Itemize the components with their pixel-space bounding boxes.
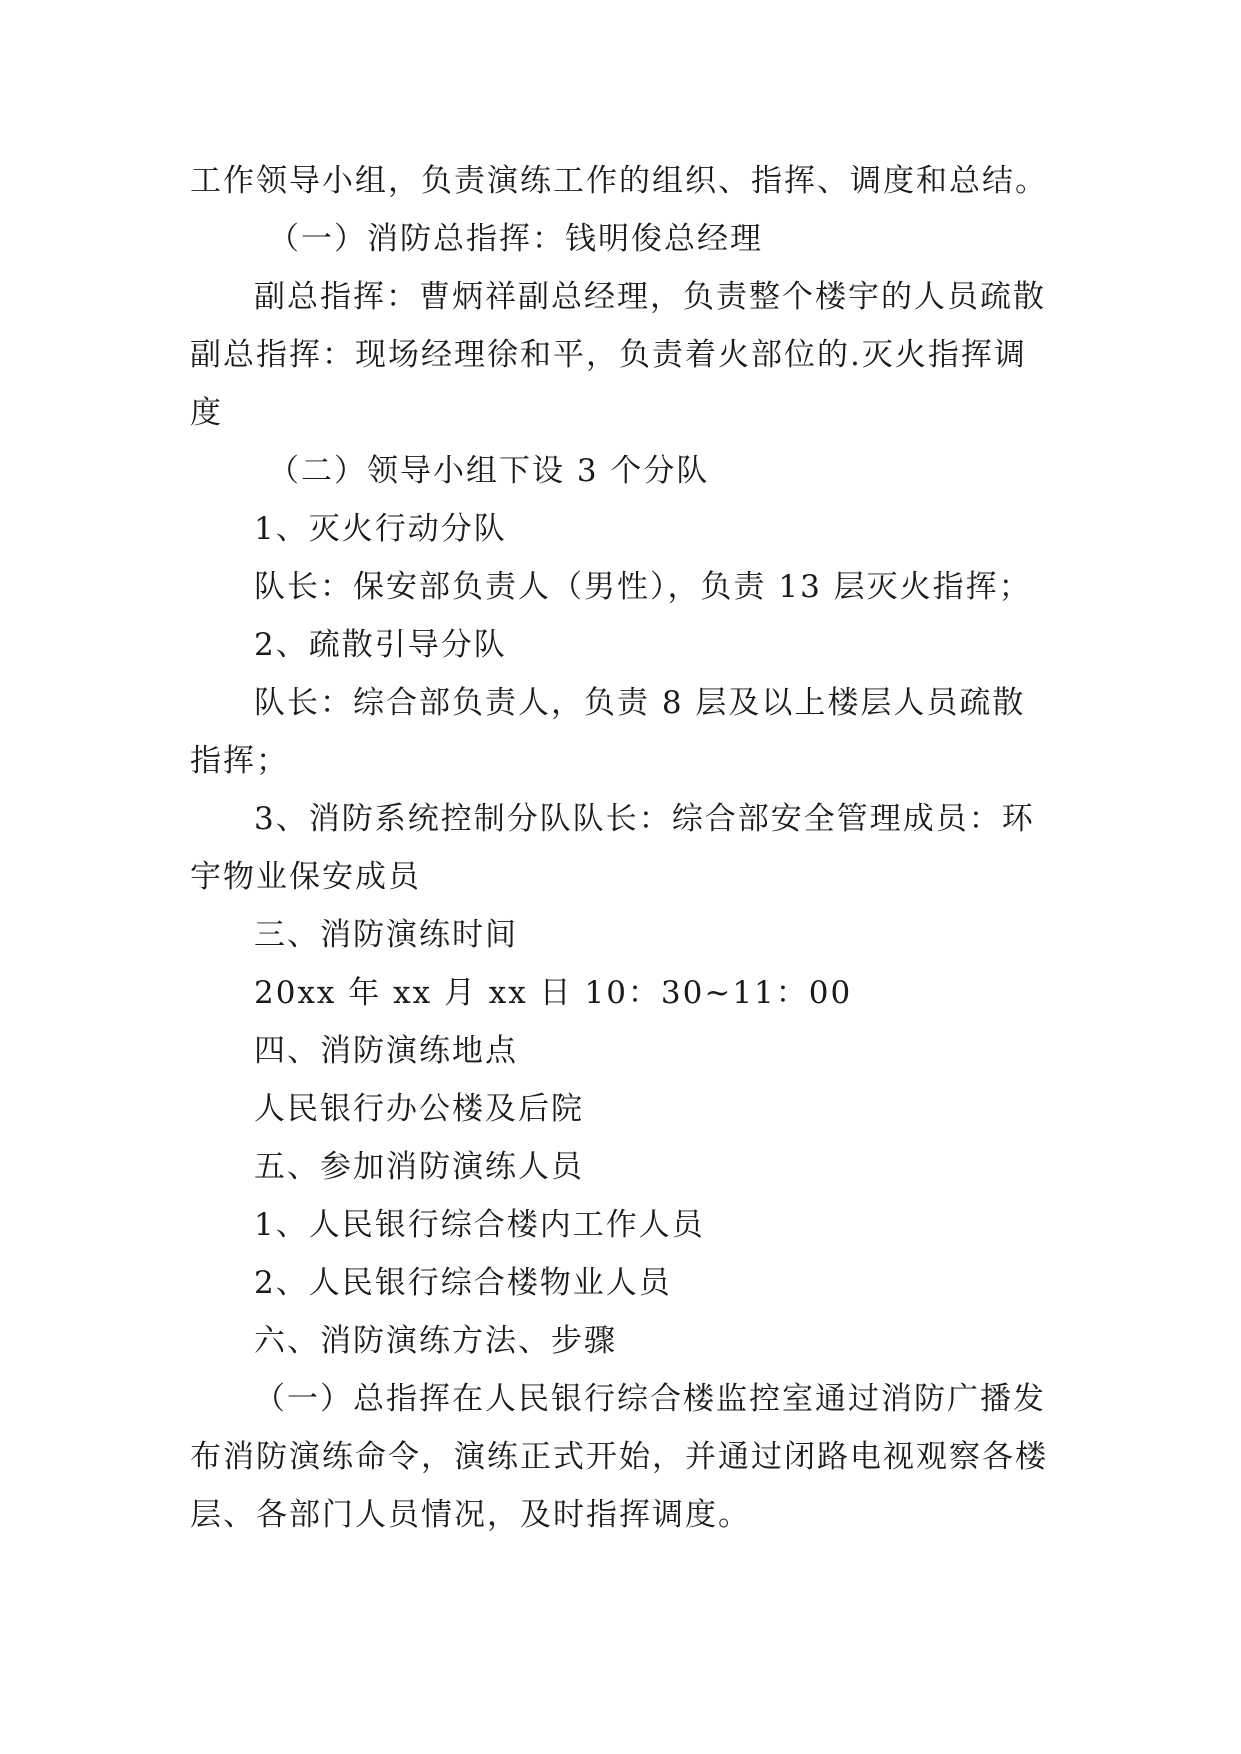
document-body bbox=[190, 152, 1058, 1544]
section-heading-time: 三、消防演练时间 bbox=[254, 917, 518, 953]
paragraph-intro: 工作领导小组，负责演练工作的组织、指挥、调度和总结。 bbox=[190, 163, 1048, 199]
paragraph-team-2-leader: 队长：综合部负责人，负责 8 层及以上楼层人员疏散指挥； bbox=[190, 685, 1026, 779]
paragraph-team-1-leader: 队长：保安部负责人（男性），负责 13 层灭火指挥； bbox=[254, 569, 1032, 605]
paragraph-participants-1: 1、人民银行综合楼内工作人员 bbox=[254, 1207, 705, 1243]
section-heading-participants: 五、参加消防演练人员 bbox=[254, 1149, 584, 1185]
paragraph-deputy-commander-2: 副总指挥：现场经理徐和平，负责着火部位的.灭火指挥调度 bbox=[190, 337, 1027, 431]
paragraph-team-2: 2、疏散引导分队 bbox=[254, 627, 507, 663]
paragraph-drill-location: 人民银行办公楼及后院 bbox=[254, 1091, 584, 1127]
section-heading-location: 四、消防演练地点 bbox=[254, 1033, 518, 1069]
paragraph-deputy-commander-1: 副总指挥：曹炳祥副总经理，负责整个楼宇的人员疏散 bbox=[254, 279, 1046, 315]
paragraph-team-3: 3、消防系统控制分队队长：综合部安全管理成员：环宇物业保安成员 bbox=[190, 801, 1035, 895]
paragraph-teams-heading: （二）领导小组下设 3 个分队 bbox=[268, 453, 710, 489]
paragraph-drill-time: 20xx 年 xx 月 xx 日 10：30~11：00 bbox=[254, 975, 853, 1011]
paragraph-participants-2: 2、人民银行综合楼物业人员 bbox=[254, 1265, 672, 1301]
paragraph-chief-commander: （一）消防总指挥：钱明俊总经理 bbox=[268, 221, 763, 257]
section-heading-methods: 六、消防演练方法、步骤 bbox=[254, 1323, 617, 1359]
paragraph-method-1: （一）总指挥在人民银行综合楼监控室通过消防广播发布消防演练命令，演练正式开始，并通过闭路电视观察各楼层、各部门人员情况，及时指挥调度。 bbox=[190, 1381, 1048, 1533]
paragraph-team-1: 1、灭火行动分队 bbox=[254, 511, 507, 547]
